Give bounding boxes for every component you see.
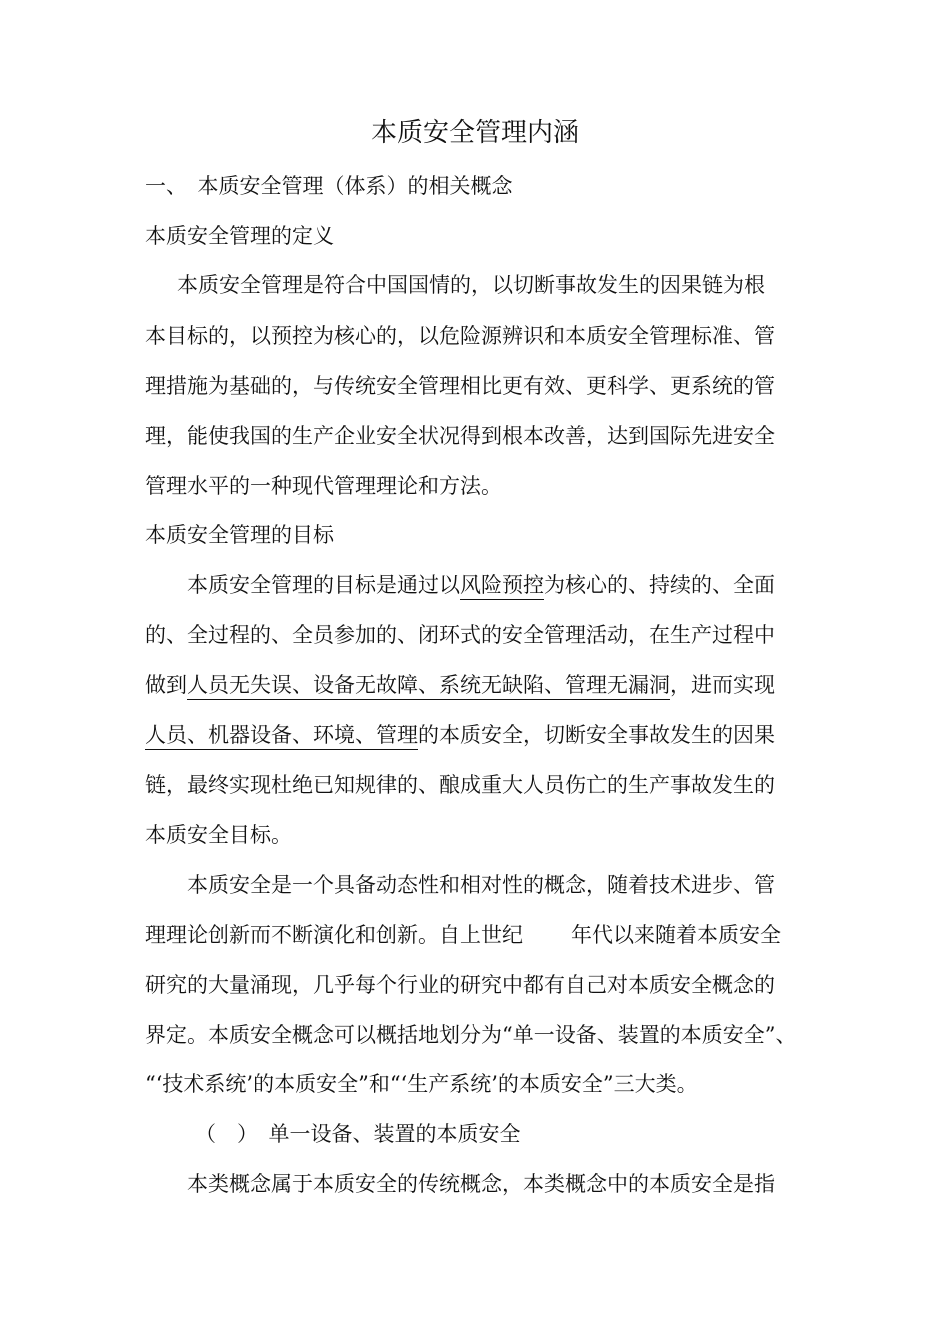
paragraph-line: 理理论创新而不断演化和创新。自上世纪 年代以来随着本质安全	[145, 923, 781, 947]
paragraph-line: 本类概念属于本质安全的传统概念，本类概念中的本质安全是指	[187, 1172, 775, 1196]
paragraph-line: 本质安全目标。	[145, 823, 292, 847]
paragraph-line: 的、全过程的、全员参加的、闭环式的安全管理活动，在生产过程中	[145, 623, 775, 647]
page-title: 本质安全管理内涵	[370, 118, 579, 148]
paragraph-line: 本目标的，以预控为核心的，以危险源辨识和本质安全管理标准、管	[145, 324, 775, 348]
subheading-definition: 本质安全管理的定义	[145, 224, 334, 248]
underlined-phrase: 人员、机器设备、环境、管理	[145, 723, 418, 750]
paragraph-line: 人员、机器设备、环境、管理的本质安全，切断安全事故发生的因果	[145, 721, 810, 749]
paragraph-line: 研究的大量涌现，几乎每个行业的研究中都有自己对本质安全概念的	[145, 973, 775, 997]
paragraph-line: 本质安全管理是符合中国国情的，以切断事故发生的因果链为根	[177, 273, 765, 297]
paragraph-line: “‘技术系统’的本质安全”和“‘生产系统’的本质安全”三大类。	[145, 1072, 698, 1096]
paragraph-line: 理措施为基础的，与传统安全管理相比更有效、更科学、更系统的管	[145, 374, 775, 398]
paragraph-line: 界定。本质安全概念可以概括地划分为“单一设备、装置的本质安全”、	[145, 1023, 797, 1047]
paragraph-line: 链，最终实现杜绝已知规律的、酿成重大人员伤亡的生产事故发生的	[145, 773, 775, 797]
paragraph-line: 本质安全是一个具备动态性和相对性的概念，随着技术进步、管	[187, 873, 775, 897]
sub-heading: （ ） 单一设备、装置的本质安全	[195, 1122, 521, 1146]
subheading-goal: 本质安全管理的目标	[145, 523, 334, 547]
paragraph-line: 本质安全管理的目标是通过以风险预控为核心的、持续的、全面	[145, 571, 810, 599]
section-heading-1: 一、 本质安全管理（体系）的相关概念	[145, 174, 513, 198]
paragraph-line: 做到人员无失误、设备无故障、系统无缺陷、管理无漏洞，进而实现	[145, 671, 810, 699]
paragraph-line: 管理水平的一种现代管理理论和方法。	[145, 474, 502, 498]
paragraph-line: 理，能使我国的生产企业安全状况得到根本改善，达到国际先进安全	[145, 424, 775, 448]
underlined-phrase: 人员无失误、设备无故障、系统无缺陷、管理无漏洞	[187, 673, 670, 700]
underlined-phrase: 风险预控	[460, 573, 544, 600]
